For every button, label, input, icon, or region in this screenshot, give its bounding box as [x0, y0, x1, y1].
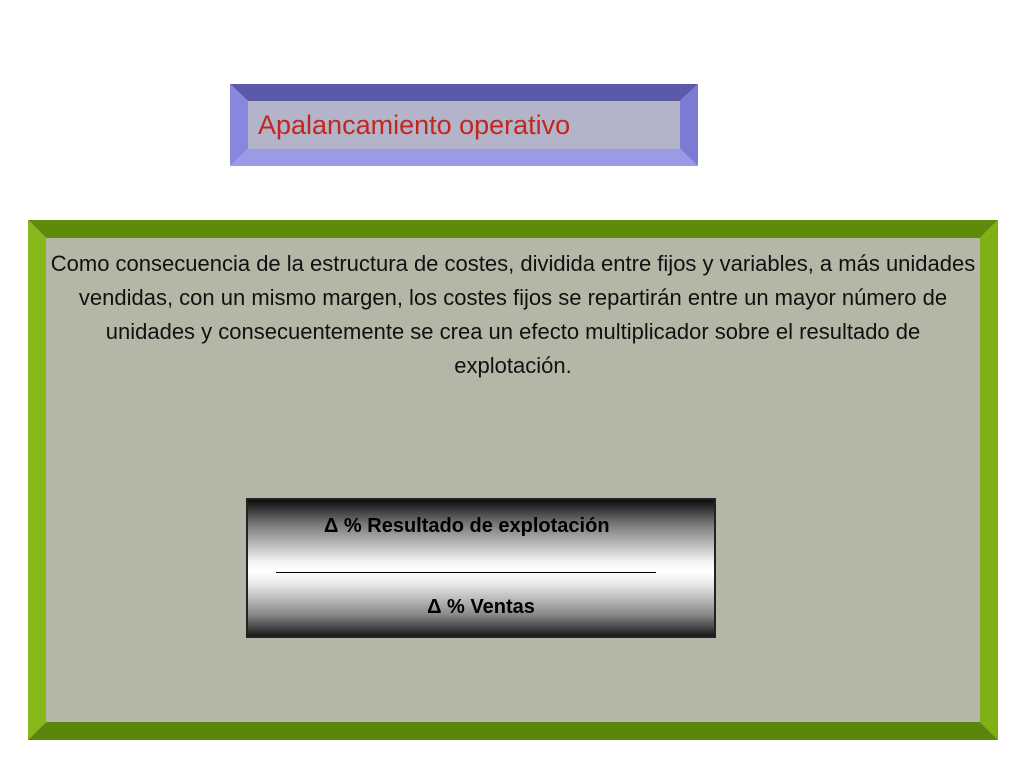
panel-bevel-right: [980, 220, 998, 740]
body-paragraph: Como consecuencia de la estructura de costes, dividida entre fijos y variables, a más unidades vendidas, con un mismo margen, los costes fijos se repartirán entre un mayor número de unidades y consecuentemente se crea un efecto multiplicador sobre el resultado de explotación.: [50, 251, 976, 378]
panel-bevel-left: [28, 220, 46, 740]
panel-bevel-bottom: [28, 722, 998, 740]
title-bevel-bottom: [230, 149, 698, 166]
fraction-line: [276, 572, 656, 573]
formula-denominator: Δ % Ventas: [427, 596, 535, 618]
title-bevel-top: [230, 84, 698, 101]
formula-box: [246, 498, 716, 638]
slide-title: Apalancamiento operativo: [258, 110, 571, 140]
formula-numerator: Δ % Resultado de explotación: [324, 515, 610, 537]
panel-bevel-top: [28, 220, 998, 238]
